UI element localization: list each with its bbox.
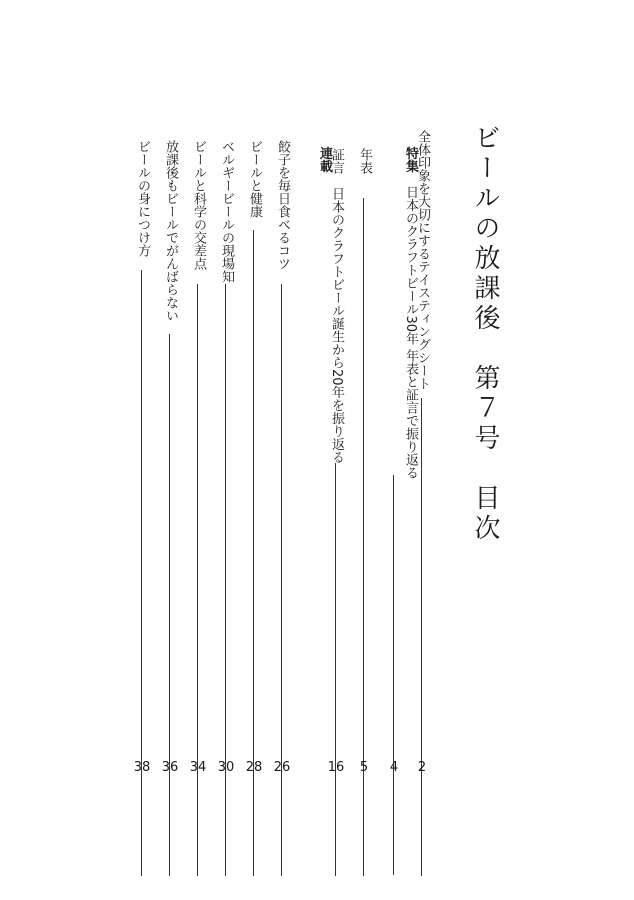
leader-line (225, 284, 226, 876)
section-label-feature: 特集 (403, 146, 418, 173)
leader-line (197, 284, 198, 876)
page-number: 4 (389, 760, 399, 775)
toc-entry-text: 餃子を毎日食べるコツ (275, 140, 290, 270)
toc-entry-text: 放課後もビールでがんばらない (163, 140, 178, 322)
leader-line (281, 284, 282, 876)
toc-entry-text: ビールの身につけ方 (135, 140, 150, 257)
toc-entry-text: ビールと健康 (247, 140, 262, 218)
page-number: 16 (327, 760, 345, 775)
page-number: 5 (359, 760, 369, 775)
page-number: 30 (217, 760, 235, 775)
leader-line (253, 230, 254, 876)
toc-entry-text: ビールと科学の交差点 (191, 140, 206, 270)
page-number: 2 (417, 760, 427, 775)
toc-entry-text: 全体印象を大切にするテイスティングシート (415, 130, 430, 390)
leader-line (169, 334, 170, 876)
toc-entry-text: 年表 (357, 148, 372, 174)
leader-line (335, 463, 336, 876)
page-number: 26 (273, 760, 291, 775)
page-number: 38 (133, 760, 151, 775)
page-number: 28 (245, 760, 263, 775)
page-number: 34 (189, 760, 207, 775)
toc-entry-text: 日本のクラフトビール30年 年表と証言で振り返る (403, 185, 418, 480)
section-label-serial: 連載 (317, 146, 332, 173)
leader-line (393, 475, 394, 875)
leader-line (141, 270, 142, 876)
page-number: 36 (161, 760, 179, 775)
toc-entry-text: ベルギービールの現場知 (219, 140, 234, 283)
toc-title: ビールの放課後 第７号 目次 (470, 124, 500, 544)
toc-entry-text: 証言 日本のクラフトビール誕生から20年を振り返る (329, 148, 344, 464)
